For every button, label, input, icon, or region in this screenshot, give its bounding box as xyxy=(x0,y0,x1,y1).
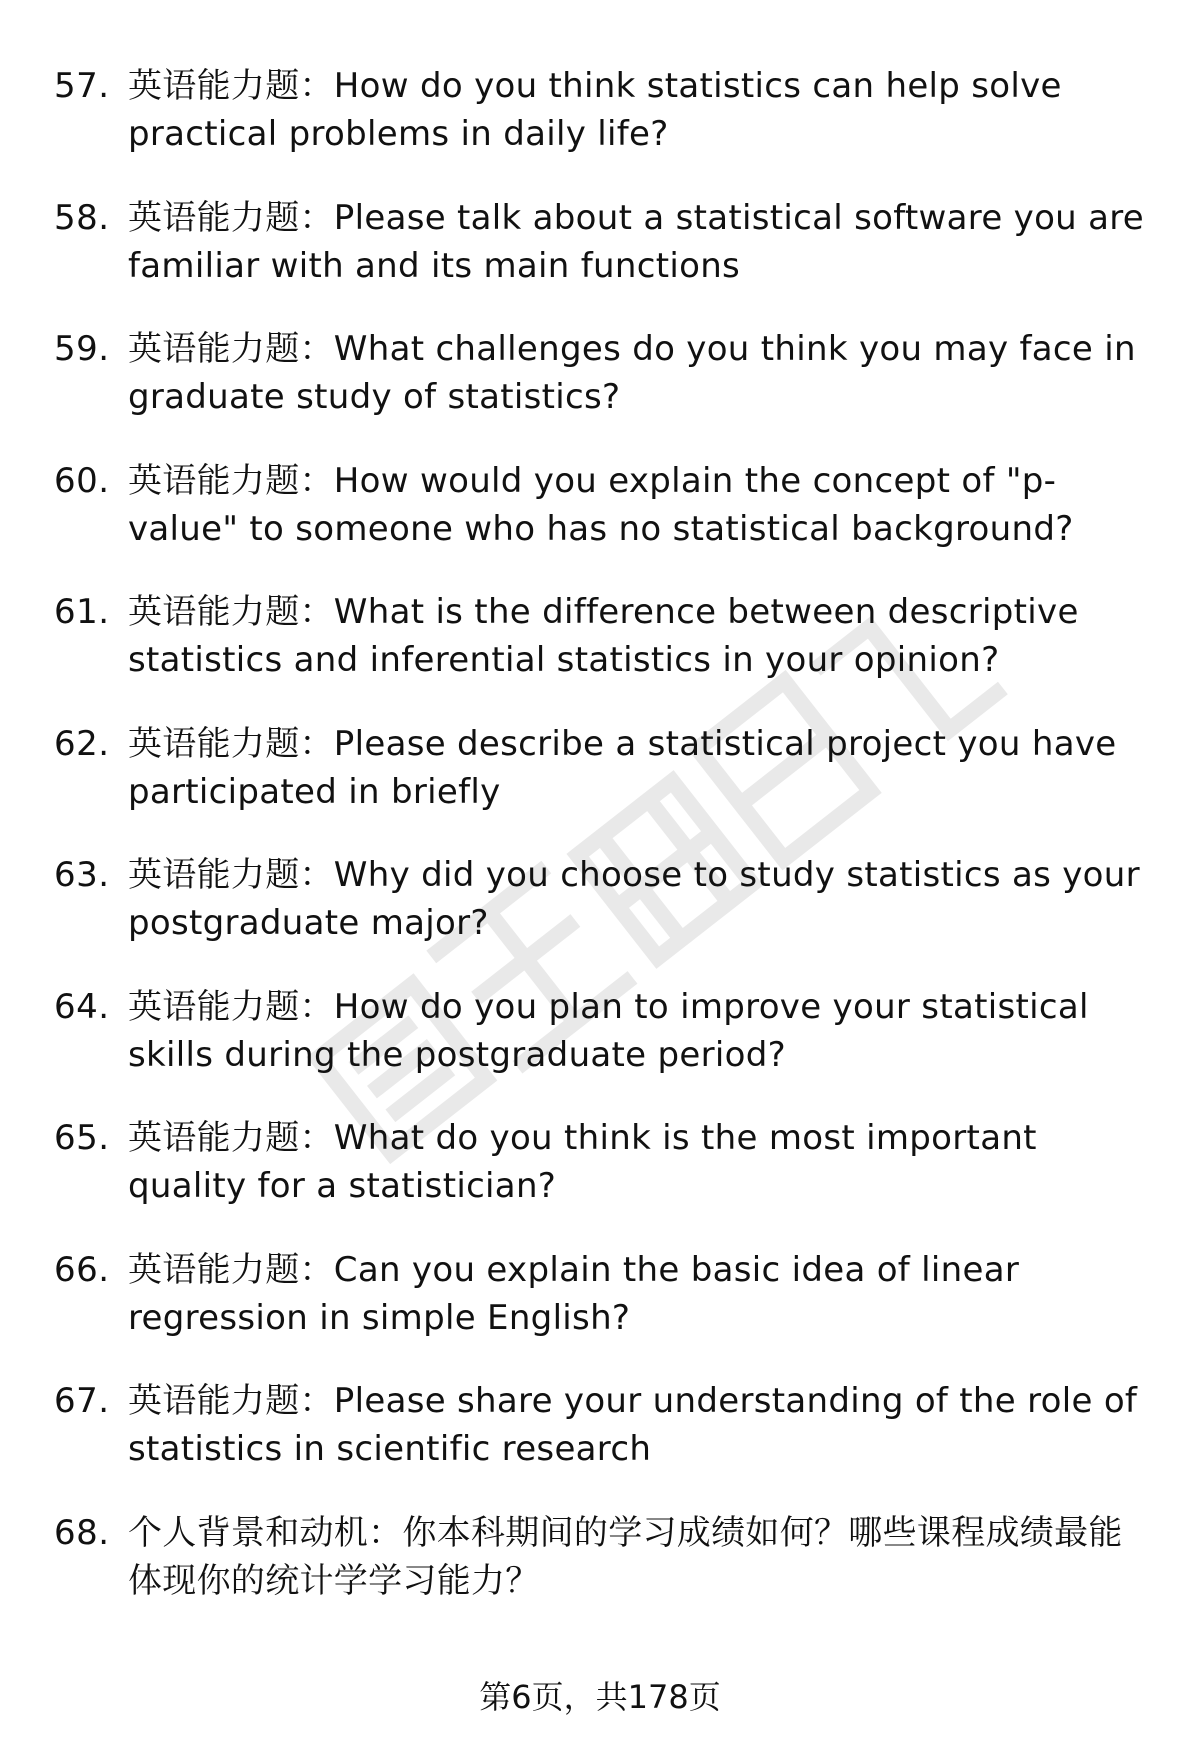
question-item xyxy=(0,1501,1200,1633)
question-text: 英语能力题：What challenges do you think you may face in graduate study of statistics? xyxy=(128,329,1136,417)
question-text: 英语能力题：Can you explain the basic idea of linear regression in simple English? xyxy=(128,1249,1020,1338)
question-text: 英语能力题：Please share your understanding of the role of statistics in scientific research xyxy=(128,1381,1138,1469)
question-number: 67. xyxy=(54,1381,110,1421)
question-number: 57. xyxy=(54,66,110,106)
question-item xyxy=(0,186,1200,318)
question-list xyxy=(0,54,1200,1632)
question-text: 英语能力题：Please describe a statistical project you have participated in briefly xyxy=(128,723,1117,812)
question-item xyxy=(0,843,1200,975)
question-number: 59. xyxy=(54,329,110,369)
question-number: 68. xyxy=(54,1512,110,1553)
question-item xyxy=(0,449,1200,581)
question-text: 英语能力题：How do you think statistics can help solve practical problems in daily life? xyxy=(128,66,1062,154)
question-number: 62. xyxy=(54,723,110,764)
question-number: 64. xyxy=(54,986,110,1027)
question-item xyxy=(0,54,1200,186)
question-number: 65. xyxy=(54,1118,110,1158)
question-text: 英语能力题：How would you explain the concept of "p-value" to someone who has no statistical background? xyxy=(128,460,1074,549)
question-number: 60. xyxy=(54,460,110,501)
question-item xyxy=(0,1369,1200,1501)
question-text: 英语能力题：Why did you choose to study statistics as your postgraduate major? xyxy=(128,855,1140,943)
question-item xyxy=(0,975,1200,1107)
question-text: 英语能力题：How do you plan to improve your statistical skills during the postgraduate period? xyxy=(128,986,1089,1075)
question-number: 63. xyxy=(54,855,110,895)
question-text: 个人背景和动机：你本科期间的学习成绩如何？哪些课程成绩最能体现你的统计学学习能力？ xyxy=(128,1512,1123,1601)
question-item xyxy=(0,1238,1200,1370)
page-footer: 第6页，共178页 xyxy=(479,1678,721,1716)
question-text: 英语能力题：What do you think is the most important quality for a statistician? xyxy=(128,1118,1037,1206)
question-item xyxy=(0,712,1200,844)
question-number: 58. xyxy=(54,197,110,238)
question-item xyxy=(0,1106,1200,1238)
question-number: 66. xyxy=(54,1249,110,1290)
question-item xyxy=(0,580,1200,712)
question-text: 英语能力题：Please talk about a statistical software you are familiar with and its main functions xyxy=(128,197,1145,286)
question-text: 英语能力题：What is the difference between descriptive statistics and inferential statistics in your opinion? xyxy=(128,592,1079,680)
question-number: 61. xyxy=(54,592,110,632)
question-item xyxy=(0,317,1200,449)
